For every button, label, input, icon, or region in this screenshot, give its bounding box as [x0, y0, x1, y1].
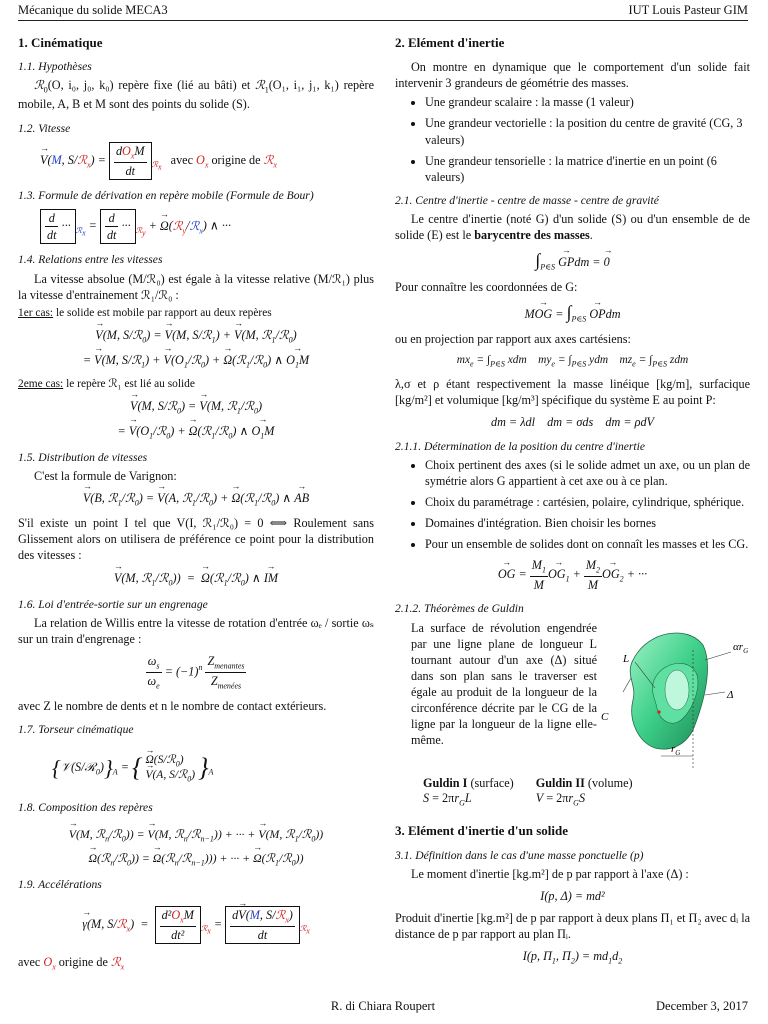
left-column: [18, 30, 374, 976]
guldin-theorems: [423, 776, 750, 809]
subsection-centre-inertie: 2.1. Centre d'inertie - centre de masse - centre de gravité: [395, 193, 659, 207]
bour-formula: $\frac{d}{dt}$ ··· $_{ℛ_x}$ = $\frac{d}{dt}$ ··· $_{ℛ_y}$ + → Ω(ℛ$_y$/ℛ$_x$) ∧ ···: [40, 209, 374, 244]
inertia-bullets: [395, 94, 750, 184]
label-alpha-rg: $\alpha r_G$: [733, 640, 749, 655]
densite-eq: dm = λdl dm = σds dm = ρdV: [490, 415, 654, 430]
subsection-relations: 1.4. Relations entre les vitesses: [18, 253, 163, 267]
subsection-vitesse: 1.2. Vitesse: [18, 121, 71, 135]
hypotheses-text: ℛ$_0$(O, i₀, j₀, k₀) repère fixe (lié au bâti) et ℛ$_1$(O₁, i₁, j₁, k₁) repère mobile, A, B et M sont des points du solide (S).: [18, 78, 375, 112]
list-item: • Pour un ensemble de solides dont on connaît les masses et les CG.: [425, 536, 750, 552]
case1-eq2: = → V(M, S/ℛ$_1$) + → $V(O_1/ℛ_0)$ + → Ω(ℛ$_1$/ℛ$_0$) ∧ → $O_1M$: [18, 352, 374, 371]
subsection-hypotheses: 1.1. Hypothèses: [18, 60, 92, 74]
case2: 2eme cas: le repère ℛ₁ est lié au solide: [18, 377, 195, 390]
projection-eq: $mx_e = \int_{P\in S}$ xdm $my_e = \int_{P\in S}$ ydm $mz_e = \int_{P\in S}$ zdm: [456, 354, 689, 369]
section-title-solid-inertia: 3. Elément d'inertie d'un solide: [395, 823, 568, 839]
subsection-determination: 2.1.1. Détermination de la position du centre d'inertie: [395, 439, 645, 453]
footer-date: December 3, 2017: [656, 999, 748, 1013]
list-item: • Choix du paramétrage : cartésien, polaire, cylindrique, sphérique.: [425, 494, 750, 510]
densite-text: λ,σ et ρ étant respectivement la masse linéique [kg/m], surfacique [kg/m²] et volumique [kg/m³] spécifique du système E au point P:: [395, 377, 750, 408]
moment-inertie-eq: I(p, Δ) = md²: [540, 888, 605, 903]
og-eq: M→ OG = $\int_{P\in S}$ → OPdm: [395, 301, 750, 325]
guldin-2: Guldin II (volume) $V = 2\pi r_GS$: [535, 775, 633, 808]
determination-bullets: [395, 457, 750, 552]
right-column: [395, 30, 750, 973]
moment-inertie-text: Le moment d'inertie [kg.m²] de p par rapport à l'axe (Δ) :: [411, 866, 689, 881]
subsection-bour: 1.3. Formule de dérivation en repère mobile (Formule de Bour): [18, 188, 314, 202]
list-item: • Une grandeur scalaire : la masse (1 valeur): [425, 94, 750, 110]
acceleration-eq: → γ(M, S/ℛ$_x$) = $\frac{d^2O_xM}{\text{dt²}}$ $_{ℛ_x}$ = $\frac{d\to V(M, S/ℛ_x)}{dt}$ $_{ℛ_x}$: [18, 906, 374, 944]
willis-note: avec Z le nombre de dents et n le nombre de contact extérieurs.: [18, 699, 327, 713]
page-header: [18, 0, 748, 21]
header-right: IUT Louis Pasteur GIM: [628, 3, 748, 17]
barycentre-eq: $\int_{P\in S}$ → GPdm = → 0: [395, 249, 750, 273]
willis-text: La relation de Willis entre la vitesse de rotation d'entrée ωₑ / sortie ωₛ sur un train d'engrenage :: [18, 615, 374, 646]
list-item: • Une grandeur vectorielle : la position du centre de gravité (CG, 3 valeurs): [425, 115, 750, 147]
subsection-guldin: 2.1.2. Théorèmes de Guldin: [395, 602, 524, 616]
inertia-intro: On montre en dynamique que le comportement d'un solide fait intervenir 3 grandeurs de géométrie des masses.: [395, 60, 750, 91]
footer-author: R. di Chiara Roupert: [330, 999, 436, 1013]
acceleration-note: avec $O_x$ origine de ℛ$_x$: [18, 955, 125, 972]
case2-eq1: → V(M, S/ℛ$_0$) = → V(M, ℛ$_1$/ℛ$_0$): [18, 398, 374, 417]
subsection-torseur: 1.7. Torseur cinématique: [18, 723, 134, 737]
case1-eq1: → V(M, S/ℛ$_0$) = → V(M, S/ℛ$_1$) + → V(M, ℛ$_1$/ℛ$_0$): [18, 327, 374, 346]
guldin-1: Guldin I (surface) $S = 2\pi r_GL$: [423, 775, 514, 808]
produit-inertie-text: Produit d'inertie [kg.m²] de p par rapport à deux plans Π₁ et Π₂ avec dᵢ la distance de p par rapport au plan Πᵢ.: [395, 911, 750, 942]
roulement-eq: → V(M, ℛ$_1$/ℛ$_0$)) = → Ω(ℛ$_1$/ℛ$_0$) ∧ → IM: [18, 570, 374, 589]
guldin-block: [395, 620, 750, 770]
velocity-formula: → V(M, S/ℛ$_x$) = $\frac{dO_xM}{dt}$ $_{ℛ_x}$ avec $O_x$ origine de ℛ$_x$: [40, 142, 374, 180]
subsection-engrenage: 1.6. Loi d'entrée-sortie sur un engrenage: [18, 597, 208, 611]
projection-text: ou en projection par rapport aux axes cartésiens:: [395, 332, 631, 347]
willis-eq: $\frac{\omega_s}{\omega_e}$ = $(-1)^n$ $\frac{Z_{menantes}}{Z_{menées}}$: [147, 654, 245, 691]
subsection-ponctuelle: 3.1. Définition dans le cas d'une masse ponctuelle (p): [395, 848, 644, 862]
label-L: L: [623, 652, 630, 665]
barycentre-text: Le centre d'inertie (noté G) d'un solide (S) ou d'un ensemble de de solide (E) est le barycentre des masses.: [395, 212, 750, 243]
torseur-eq: $\{𝒱(S/ℛ_0)\}_A$ = { → Ω(S/ℛ$_0$) → V(A, S/ℛ$_0$) }$_A$: [52, 751, 374, 785]
list-item: • Choix pertinent des axes (si le solide admet un axe, ou un plan de symétrie alors G appartient à cet axe ou à ce plan.: [425, 457, 750, 489]
section-title-kinematics: 1. Cinématique: [18, 35, 103, 50]
section-title-inertia: 2. Elément d'inertie: [395, 35, 505, 50]
label-C: C: [601, 710, 609, 723]
list-item: • Domaines d'intégration. Bien choisir les bornes: [425, 515, 750, 531]
case1: 1er cas: le solide est mobile par rapport au deux repères: [18, 306, 272, 319]
roulement-text: S'il existe un point I tel que V(I, ℛ₁/ℛ₀) = 0 ⟺ Roulement sans Glissement alors on utilisera de préférence ce point pour la distribution des vitesses :: [18, 516, 374, 563]
ensemble-cg-eq: → OG = $\frac{M_1}{M}$ → $OG_1$ + $\frac{M_2}{M}$ → $OG_2$ + ···: [395, 557, 750, 593]
label-delta: Δ: [727, 688, 734, 701]
surface-of-revolution-figure: [593, 620, 753, 770]
relations-text: La vitesse absolue (M/ℛ₀) est égale à la vitesse relative (M/ℛ₁) plus la vitesse d'entrainement ℛ₁/ℛ₀ :: [18, 271, 374, 302]
page-footer: [18, 998, 748, 1018]
subsection-composition: 1.8. Composition des repères: [18, 800, 153, 814]
composition-eq2: → Ω(ℛ$_n$/ℛ$_0$)) = → Ω(ℛ$_n$/ℛ$_{n-1}$))) + ··· + → Ω(ℛ$_1$/ℛ$_0$)): [18, 851, 374, 869]
varignon-eq: → V(B, ℛ$_1$/ℛ$_0$) = → V(A, ℛ$_1$/ℛ$_0$) + → Ω(ℛ$_1$/ℛ$_0$) ∧ → AB: [18, 490, 374, 509]
list-item: • Une grandeur tensorielle : la matrice d'inertie en un point (6 valeurs): [425, 153, 750, 185]
subsection-distribution: 1.5. Distribution de vitesses: [18, 450, 148, 464]
header-left: Mécanique du solide MECA3: [18, 3, 168, 17]
case2-eq2: = → $V(O_1/ℛ_0)$ + → Ω(ℛ$_1$/ℛ$_0$) ∧ → $O_1M$: [18, 423, 374, 442]
subsection-accelerations: 1.9. Accélérations: [18, 877, 102, 891]
produit-inertie-eq: I(p, $\Pi_1$, $\Pi_2) = md_1d_2$: [522, 949, 623, 966]
varignon-text: C'est la formule de Varignon:: [34, 469, 177, 484]
composition-eq1: → V(M, ℛ$_n$/ℛ$_0$)) = → V(M, ℛ$_n$/ℛ$_{n-1}$)) + ··· + → V(M, ℛ$_1$/ℛ$_0$)): [18, 827, 374, 845]
label-rg: $r_G$: [671, 742, 681, 757]
guldin-text: La surface de révolution engendrée par une ligne plane de longueur L tournant autour d'un axe (Δ) situé dans son plan sans le traverser est égale au produit de la longueur de la circonférence décrite par le CG de la ligne par la longueur de la ligne elle-même.: [411, 620, 597, 748]
coordonnees-text: Pour connaître les coordonnées de G:: [395, 280, 578, 295]
